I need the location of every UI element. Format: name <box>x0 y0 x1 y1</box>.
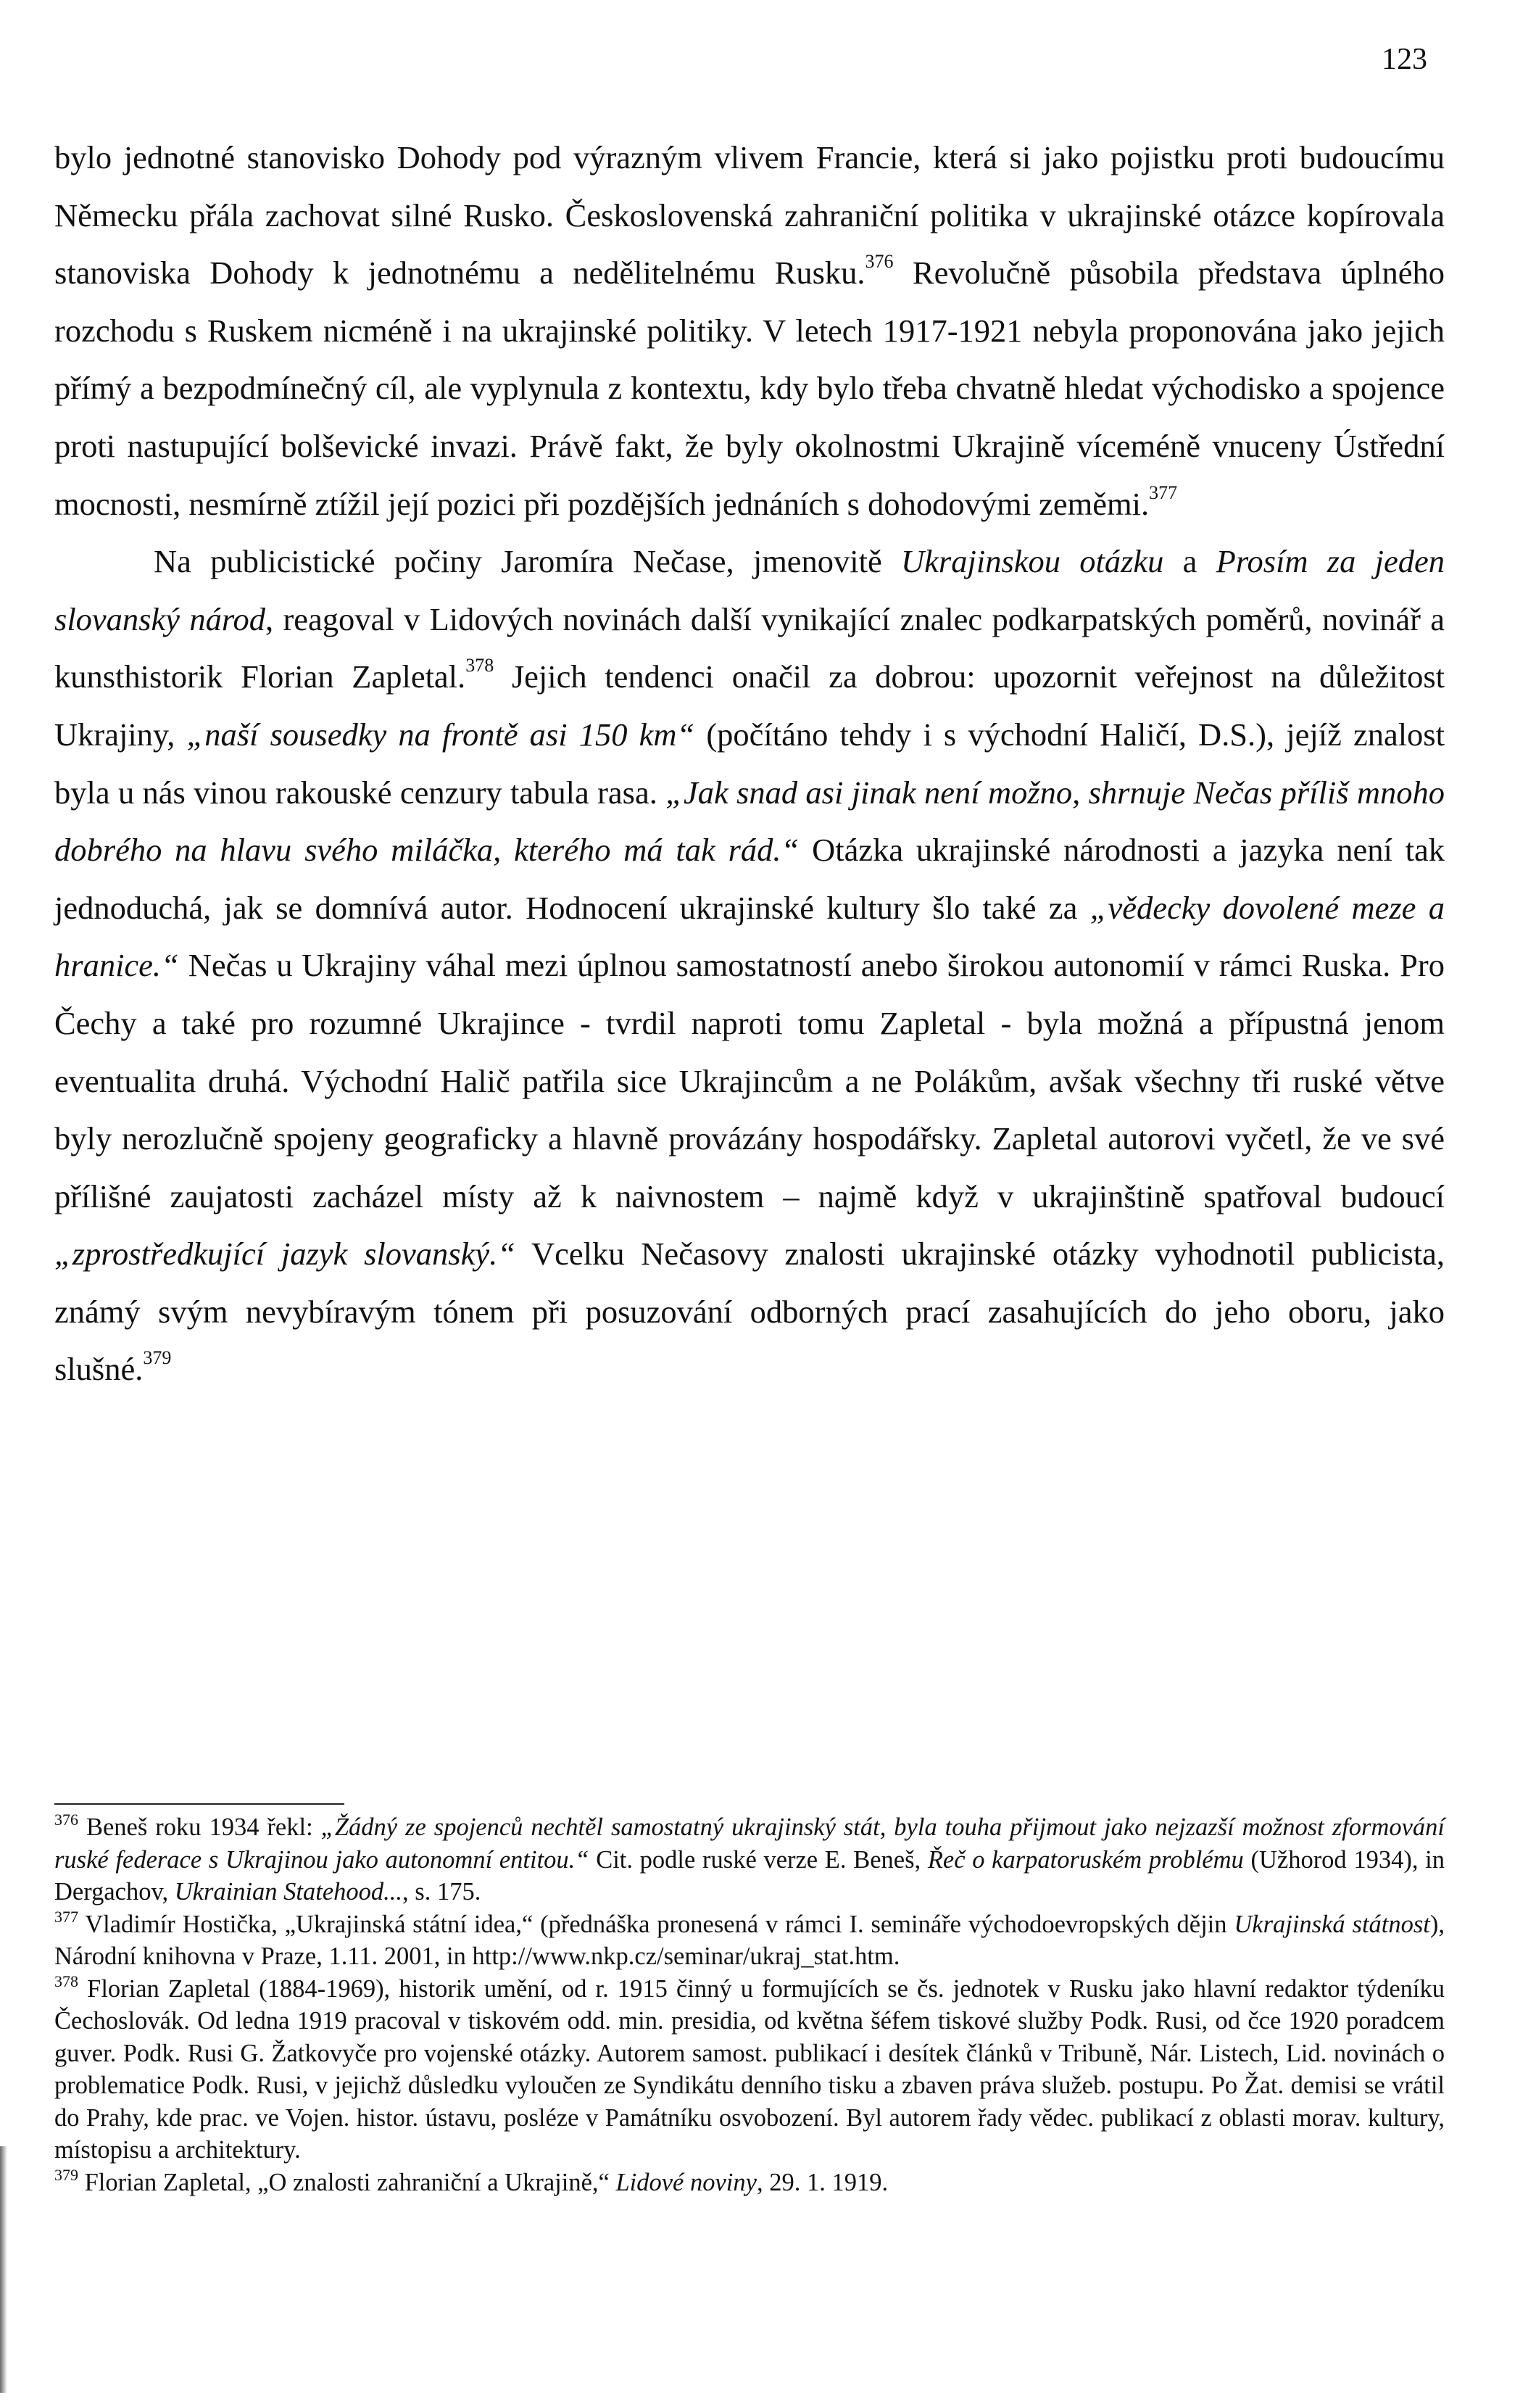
footnote-separator <box>54 1803 344 1805</box>
footnote-ref-377[interactable]: 377 <box>1149 481 1178 503</box>
footnote-376: $^{376}$ Beneš roku 1934 řekl: „Žádný ze spojenců nechtěl samostatný ukrajinský stát, byla touha přijmout jako nejzazší možnost zformování ruské federace s Ukrajinou jako autonomní entitou.“ Cit. podle ruské verze E. Beneš, Řeč o karpatoruském problému (Užhorod 1934), in Dergachov, Ukrainian Statehood..., s. 175. <box>54 1811 1445 1906</box>
main-text <box>54 129 1445 1399</box>
paragraph-2: Na publicistické počiny Jaromíra Nečase, jmenovitě Ukrajinskou otázku a Prosím za jeden slovanský národ, reagoval v Lidových novinách další vynikající znalec podkarpatských poměrů, novinář a kunsthistorik Florian Zapletal.$^{378}$ Jejich tendenci onačil za dobrou: upozornit veřejnost na důležitost Ukrajiny, „naší sousedky na frontě asi 150 km“ (počítáno tehdy i s východní Haličí, D.S.), jejíž znalost byla u nás vinou rakouské cenzury tabula rasa. „Jak snad asi jinak není možno, shrnuje Nečas příliš mnoho dobrého na hlavu svého miláčka, kterého má tak rád.“ Otázka ukrajinské národnosti a jazyka není tak jednoduchá, jak se domnívá autor. Hodnocení ukrajinské kultury šlo také za „vědecky dovolené meze a hranice.“ Nečas u Ukrajiny váhal mezi úplnou samostatností anebo širokou autonomií v rámci Ruska. Pro Čechy a také pro rozumné Ukrajince - tvrdil naproti tomu Zapletal - byla možná a přípustná jenom eventualita druhá. Východní Halič patřila sice Ukrajincům a ne Polákům, avšak všechny tři ruské větve byly nerozlučně spojeny geograficky a hlavně provázány hospodářsky. Zapletal autorovi vyčetl, že ve své přílišné zaujatosti zacházel místy až k naivnostem – najmě když v ukrajinštině spatřoval budoucí „zprostředkující jazyk slovanský.“ Vcelku Nečasovy znalosti ukrajinské otázky vyhodnotil publicista, známý svým nevybíravým tónem při posuzování odborných prací zasahujících do jeho oboru, jako slušné.$^{379}$ <box>54 543 1445 1388</box>
paragraph-1: bylo jednotné stanovisko Dohody pod výrazným vlivem Francie, která si jako pojistku proti budoucímu Německu přála zachovat silné Rusko. Československá zahraniční politika v ukrajinské otázce kopírovala stanoviska Dohody k jednotnému a nedělitelnému Rusku.$^{376}$ Revolučně působila představa úplného rozchodu s Ruskem nicméně i na ukrajinské politiky. V letech 1917-1921 nebyla proponována jako jejich přímý a bezpodmínečný cíl, ale vyplynula z kontextu, kdy bylo třeba chvatně hledat východisko a spojence proti nastupující bolševické invazi. Právě fakt, že byly okolnostmi Ukrajině víceméně vnuceny Ústřední mocnosti, nesmírně ztížil její pozici při pozdějších jednáních s dohodovými zeměmi.$^{377}$ <box>54 139 1445 522</box>
page-number: 123 <box>1382 43 1427 76</box>
footnote-378: $^{378}$ Florian Zapletal (1884-1969), historik umění, od r. 1915 činný u formujících se čs. jednotek v Rusku jako hlavní redaktor týdeníku Čechoslovák. Od ledna 1919 pracoval v tiskovém odd. min. presidia, od května šéfem tiskové služby Podk. Rusi, od čce 1920 poradcem guver. Podk. Rusi G. Žatkovyče pro vojenské otázky. Autorem samost. publikací i desítek článků v Tribuně, Nár. Listech, Lid. novinách o problematice Podk. Rusi, v jejichž důsledku vyloučen ze Syndikátu denního tisku a zbaven práva služeb. postupu. Po Žat. demisi se vrátil do Prahy, kde prac. ve Vojen. histor. ústavu, posléze v Památníku osvobození. Byl autorem řady vědec. publikací z oblasti morav. kultury, místopisu a architektury. <box>54 1972 1445 2164</box>
footnote-number: 377 <box>54 1907 78 1926</box>
footnote-ref-376[interactable]: 376 <box>865 251 894 273</box>
footnote-379: $^{379}$ Florian Zapletal, „O znalosti zahraniční a Ukrajině,“ Lidové noviny, 29. 1. 1919. <box>54 2165 889 2196</box>
footnote-number: 379 <box>54 2165 78 2184</box>
footnote-ref-379[interactable]: 379 <box>143 1347 172 1369</box>
footnote-ref-378[interactable]: 378 <box>465 655 494 677</box>
footnote-377: $^{377}$ Vladimír Hostička, „Ukrajinská státní idea,“ (přednáška pronesená v rámci I. semináře východoevropských dějin Ukrajinská státnost), Národní knihovna v Praze, 1.11. 2001, in http://www.nkp.cz/seminar/ukraj_stat.htm. <box>54 1907 1445 1970</box>
footnote-number: 376 <box>54 1811 78 1829</box>
scan-edge-shadow <box>0 2146 7 2393</box>
footnotes <box>54 1811 1445 2198</box>
footnote-number: 378 <box>54 1972 78 1990</box>
